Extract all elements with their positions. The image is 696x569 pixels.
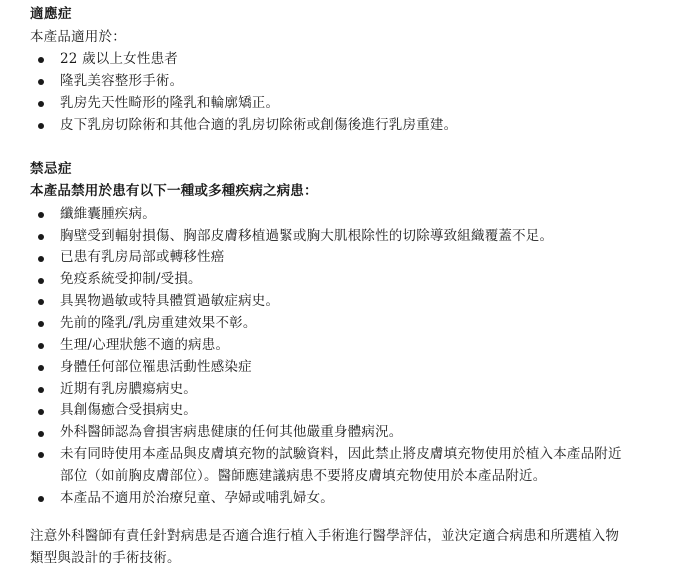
list-item-text: 胸壁受到輻射損傷、胸部皮膚移植過緊或胸大肌根除性的切除導致組織覆蓋不足。 <box>60 227 554 244</box>
list-item <box>30 379 678 401</box>
list-item <box>30 115 678 137</box>
contraindications-list <box>30 204 678 510</box>
list-item <box>30 204 678 226</box>
list-item <box>30 335 678 357</box>
list-item <box>30 93 678 115</box>
bullet-icon <box>38 409 44 415</box>
bullet-icon <box>38 343 44 349</box>
list-item <box>30 313 678 335</box>
list-item-text: 具異物過敏或特具體質過敏症病史。 <box>60 293 280 310</box>
list-item-text: 纖維囊腫疾病。 <box>60 205 156 222</box>
list-item-text: 外科醫師認為會損害病患健康的任何其他嚴重身體病況。 <box>60 424 403 441</box>
bullet-icon <box>38 57 44 63</box>
list-item <box>30 357 678 379</box>
list-item <box>30 400 678 422</box>
list-item-text: 未有同時使用本產品與皮膚填充物的試驗資料，因此禁止將皮膚填充物使用於植入本產品附近 <box>60 446 622 463</box>
bullet-icon <box>38 234 44 240</box>
list-item <box>30 488 678 510</box>
list-item <box>30 49 678 71</box>
bullet-icon <box>38 256 44 262</box>
list-item <box>30 422 678 444</box>
list-item <box>30 269 678 291</box>
list-item-text: 已患有乳房局部或轉移性癌 <box>60 249 225 266</box>
list-item-text: 皮下乳房切除術和其他合適的乳房切除術或創傷後進行乳房重建。 <box>60 116 458 133</box>
indications-heading: 適應症 <box>30 6 72 22</box>
bullet-icon <box>38 387 44 393</box>
bullet-icon <box>38 79 44 85</box>
list-item-text: 本產品不適用於治療兒童、孕婦或哺乳婦女。 <box>60 489 334 506</box>
bullet-icon <box>38 299 44 305</box>
bullet-icon <box>38 123 44 129</box>
list-item-text: 隆乳美容整形手術。 <box>60 72 184 89</box>
bullet-icon <box>38 278 44 284</box>
closing-note <box>30 526 678 569</box>
section-spacer <box>30 510 678 526</box>
list-item-text: 近期有乳房膿瘍病史。 <box>60 380 197 397</box>
bullet-icon <box>38 452 44 458</box>
bullet-icon <box>38 431 44 437</box>
bullet-icon <box>38 212 44 218</box>
list-item-text: 身體任何部位罹患活動性感染症 <box>60 358 252 375</box>
bullet-icon <box>38 365 44 371</box>
section-spacer <box>30 137 678 161</box>
list-item-text: 免疫系統受抑制/受損。 <box>60 271 202 288</box>
contraindications-heading: 禁忌症 <box>30 160 72 177</box>
list-item-text: 具創傷癒合受損病史。 <box>60 402 197 419</box>
bullet-icon <box>38 101 44 107</box>
contraindications-lead: 本產品禁用於患有以下一種或多種疾病之病患： <box>30 183 318 200</box>
bullet-icon <box>38 321 44 327</box>
list-item <box>30 444 678 488</box>
list-item-text: 先前的隆乳/乳房重建效果不彰。 <box>60 314 257 331</box>
bullet-icon <box>38 496 44 502</box>
list-item-text: 生理/心理狀態不適的病患。 <box>60 336 230 353</box>
list-item <box>30 291 678 313</box>
closing-note-line: 注意外科醫師有責任針對病患是否適合進行植入手術進行醫學評估，並決定適合病患和所選植入物 <box>30 527 620 544</box>
closing-note-line: 類型與設計的手術技術。 <box>30 549 181 566</box>
list-item-text-continued: 部位（如前胸皮膚部位）。醫師應建議病患不要將皮膚填充物使用於本產品附近。 <box>60 467 547 484</box>
list-item <box>30 71 678 93</box>
list-item-text: 22 歲以上女性患者 <box>60 51 178 68</box>
list-item <box>30 226 678 248</box>
list-item <box>30 247 678 269</box>
list-item-text: 乳房先天性畸形的隆乳和輪廓矯正。 <box>60 94 280 111</box>
indications-lead: 本產品適用於： <box>30 28 126 45</box>
indications-list <box>30 49 678 136</box>
